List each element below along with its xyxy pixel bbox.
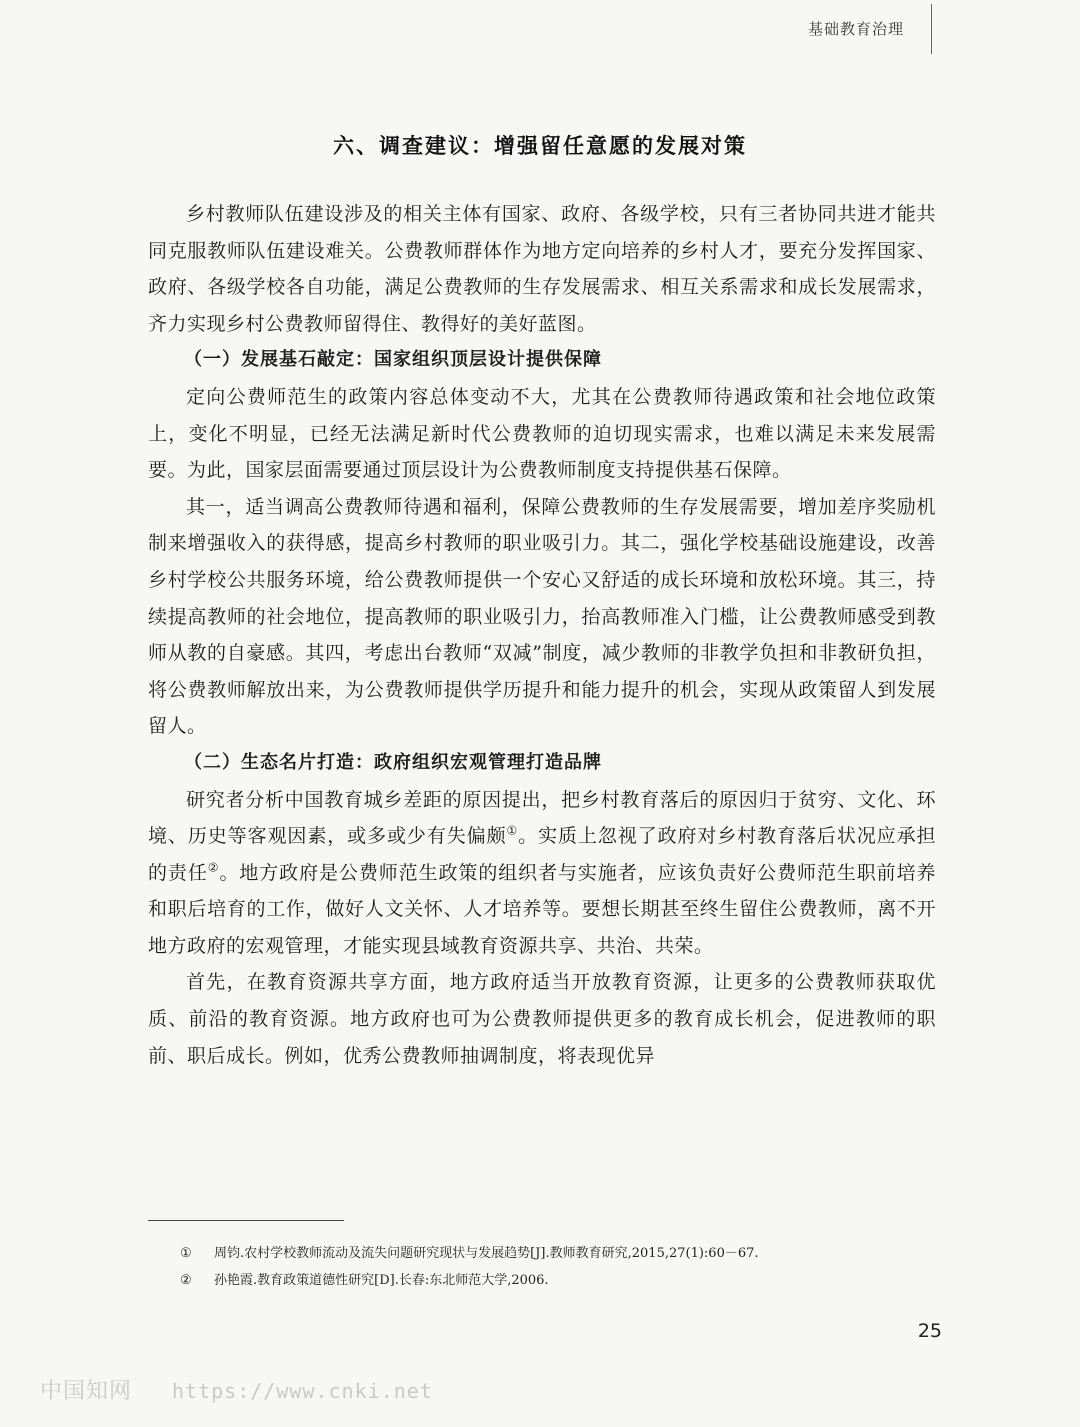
footnotes	[180, 1240, 940, 1294]
footnote-1-mark: ①	[180, 1246, 192, 1261]
section-title: 六、调查建议：增强留任意愿的发展对策	[333, 134, 747, 158]
paragraph-4	[148, 782, 936, 965]
header-rule	[931, 4, 932, 54]
subheading-1: （一）发展基石敲定：国家组织顶层设计提供保障	[184, 349, 602, 371]
paragraph-intro: 乡村教师队伍建设涉及的相关主体有国家、政府、各级学校，只有三者协同共进才能共同克服教师队伍建设难关。公费教师群体作为地方定向培养的乡村人才，要充分发挥国家、政府、各级学校各自功能，满足公费教师的生存发展需求、相互关系需求和成长发展需求，齐力实现乡村公费教师留得住、教得好的美好蓝图。	[148, 203, 936, 335]
paragraph-3: 其一，适当调高公费教师待遇和福利，保障公费教师的生存发展需要，增加差序奖励机制来增强收入的获得感，提高乡村教师的职业吸引力。其二，强化学校基础设施建设，改善乡村学校公共服务环境，给公费教师提供一个安心又舒适的成长环境和放松环境。其三，持续提高教师的社会地位，提高教师的职业吸引力，抬高教师准入门槛，让公费教师感受到教师从教的自豪感。其四，考虑出台教师“双减”制度，减少教师的非教学负担和非教研负担，将公费教师解放出来，为公费教师提供学历提升和能力提升的机会，实现从政策留人到发展留人。	[148, 495, 936, 738]
footnote-2	[180, 1267, 940, 1294]
paragraph-4-part-a: 研究者分析中国教育城乡差距的原因提出，把乡村教育落后的原因归于贫穷、文化、环境、历史等客观因素，或多或少有失偏颇	[148, 788, 936, 848]
page-number: 25	[917, 1320, 942, 1342]
footnote-rule	[148, 1220, 344, 1221]
running-header: 基础教育治理	[807, 20, 904, 38]
body-text	[148, 196, 936, 1074]
paragraph-4-part-b: 。实质上忽视了政府对乡村教育落后状况应承担的责任	[148, 825, 936, 884]
footnote-1-text: 周钧.农村学校教师流动及流失问题研究现状与发展趋势[J].教师教育研究,2015,27(1):60－67.	[214, 1246, 759, 1261]
paragraph-4-part-c: 。地方政府是公费师范生政策的组织者与实施者，应该负责好公费师范生职前培养和职后培育的工作，做好人文关怀、人才培养等。要想长期甚至终生留住公费教师，离不开地方政府的宏观管理，才能实现县域教育资源共享、共治、共荣。	[148, 861, 936, 957]
footnote-ref-1[interactable]: ①	[506, 823, 519, 838]
footnote-2-mark: ②	[180, 1273, 192, 1288]
paragraph-2: 定向公费师范生的政策内容总体变动不大，尤其在公费教师待遇政策和社会地位政策上，变化不明显，已经无法满足新时代公费教师的迫切现实需求，也难以满足未来发展需要。为此，国家层面需要通过顶层设计为公费教师制度支持提供基石保障。	[148, 385, 936, 482]
footnote-1	[180, 1240, 940, 1267]
footnote-ref-2[interactable]: ②	[207, 860, 220, 875]
footnote-2-text: 孙艳霞.教育政策道德性研究[D].长春:东北师范大学,2006.	[214, 1273, 549, 1288]
paragraph-5: 首先，在教育资源共享方面，地方政府适当开放教育资源，让更多的公费教师获取优质、前沿的教育资源。地方政府也可为公费教师提供更多的教育成长机会，促进教师的职前、职后成长。例如，优秀公费教师抽调制度，将表现优异	[148, 971, 936, 1067]
watermark	[40, 1374, 433, 1405]
watermark-url: https://www.cnki.net	[172, 1379, 433, 1403]
subheading-2: （二）生态名片打造：政府组织宏观管理打造品牌	[184, 751, 602, 773]
watermark-brand: 中国知网	[40, 1379, 133, 1404]
